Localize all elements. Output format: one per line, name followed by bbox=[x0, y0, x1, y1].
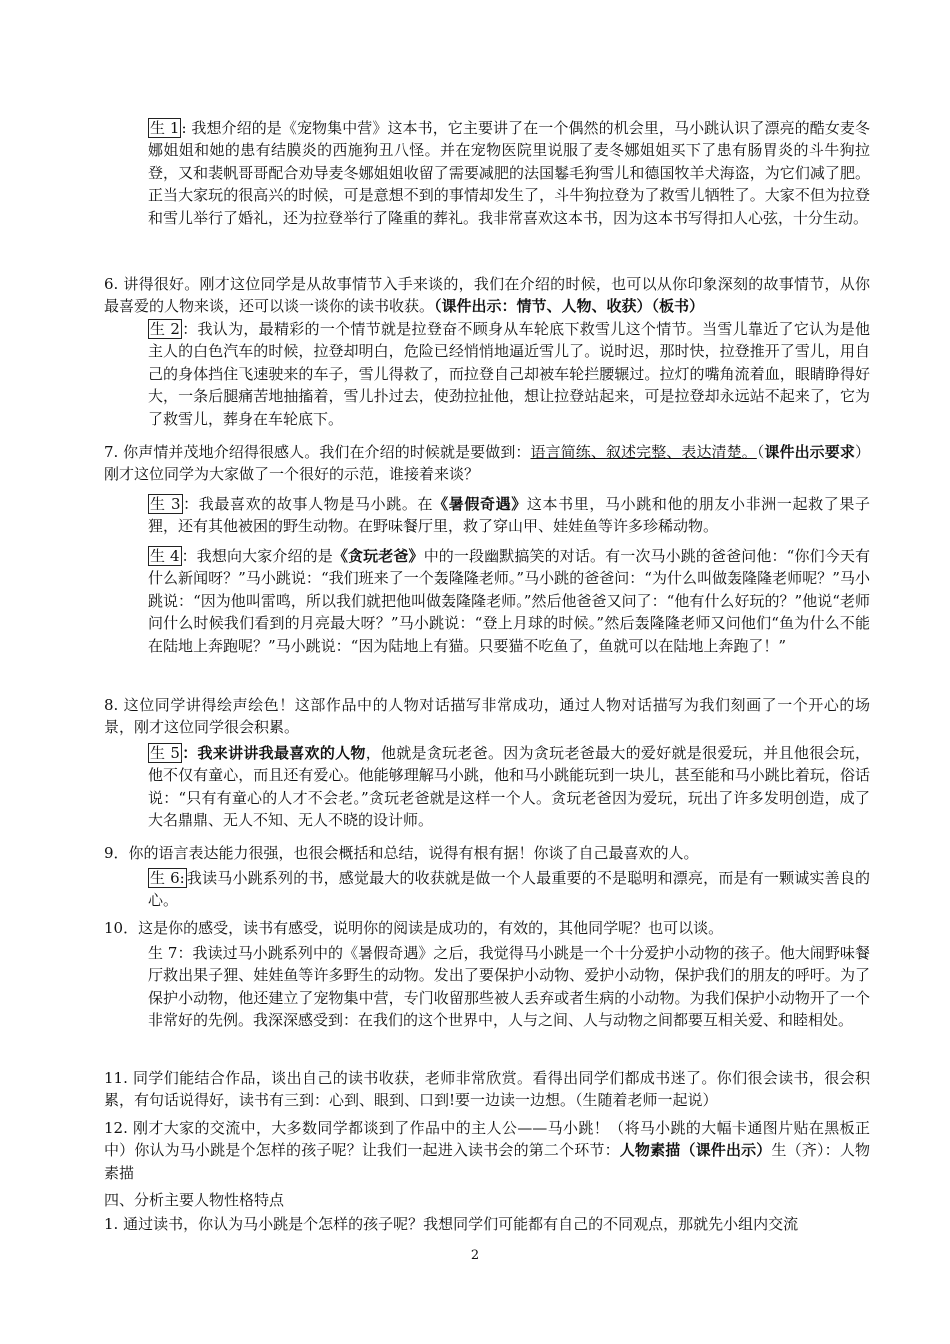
section-heading-text: 四、分析主要人物性格特点 bbox=[104, 1191, 285, 1209]
teacher-remark-11 bbox=[104, 1067, 870, 1112]
teacher-remark-7 bbox=[104, 441, 870, 486]
courseware-note: 课件出示要求 bbox=[764, 443, 855, 461]
student-label: 生 5 bbox=[150, 744, 180, 762]
page-number: 2 bbox=[470, 1248, 480, 1263]
teacher-remark-10-text: 10．这是你的感受，读书有感受，说明你的阅读是成功的，有效的，其他同学呢？也可以谈。 bbox=[104, 919, 724, 937]
teacher-remark-8-text: 8. 这位同学讲得绘声绘色！这部作品中的人物对话描写非常成功，通过人物对话描写为我们刻画了一个开心的场景，刚才这位同学很会积累。 bbox=[104, 696, 870, 737]
student-5-lead: ：我来讲讲我最喜欢的人物 bbox=[181, 744, 366, 762]
student-label: 生 1 bbox=[150, 119, 180, 137]
student-2-text: ：我认为，最精彩的一个情节就是拉登奋不顾身从车轮底下救雪儿这个情节。当雪儿靠近了它认为是他主人的白色汽车的时候，拉登却明白，危险已经悄悄地逼近雪儿了。说时迟，那时快，拉登推开了雪儿，用自己的身体挡住飞速驶来的车子，雪儿得救了，而拉登自己却被车轮拦腰辗过。拉灯的嘴角流着血，眼睛睁得好大，一条后腿痛苦地抽搐着，雪儿扑过去，使劲拉扯他，想让拉登站起来，可是拉登却永远站不起来了，它为了救雪儿，葬身在车轮底下。 bbox=[148, 320, 871, 428]
student-2-paragraph bbox=[148, 318, 870, 430]
question-1-text: 1. 通过读书，你认为马小跳是个怎样的孩子呢？我想同学们可能都有自己的不同观点，那就先小组内交流 bbox=[104, 1215, 799, 1233]
teacher-remark-9 bbox=[104, 842, 870, 864]
requirement-underlined: 语言简练、叙述完整、表达清楚。 bbox=[530, 443, 757, 461]
teacher-remark-7-text: 7. 你声情并茂地介绍得很感人。我们在介绍的时候就是要做到： bbox=[104, 443, 531, 461]
teacher-remark-11-text: 11. 同学们能结合作品，谈出自己的读书收获，老师非常欣赏。看得出同学们都成书迷了。你们很会读书，很会积累，有句话说得好，读书有三到：心到、眼到、口到!要一边读一边想。（生随着老师一起说） bbox=[104, 1069, 870, 1110]
teacher-remark-9-text: 9．你的语言表达能力很强，也很会概括和总结，说得有根有据！你谈了自己最喜欢的人。 bbox=[104, 844, 699, 862]
book-title: 《暑假奇遇》 bbox=[433, 495, 527, 513]
student-label: 生 3 bbox=[150, 495, 181, 513]
section-heading-4 bbox=[104, 1189, 870, 1211]
teacher-remark-7-tail: ）刚才这位同学为大家做了一个很好的示范，谁接着来谈？ bbox=[104, 443, 870, 484]
student-4-text: ：我想向大家介绍的是 bbox=[181, 547, 333, 565]
student-4-tail: 中的一段幽默搞笑的对话。有一次马小跳的爸爸问他：“你们今天有什么新闻呀？”马小跳说：“我们班来了一个轰隆隆老师。”马小跳的爸爸问：“为什么叫做轰隆隆老师呢？”马小跳说：“因为他叫雷鸣，所以我们就把他叫做轰隆隆老师。”然后他爸爸又问了：“他有什么好玩的？”他说“老师问什么时候我们看到的月亮最大呀？”马小跳说：“登上月球的时候。”然后轰隆隆老师又问他们“鱼为什么不能在陆地上奔跑呢？”马小跳说：“因为陆地上有猫。只要猫不吃鱼了，鱼就可以在陆地上奔跑了！” bbox=[148, 547, 870, 655]
teacher-remark-10 bbox=[104, 917, 870, 939]
teacher-remark-12-text: 12. 刚才大家的交流中，大多数同学都谈到了作品中的主人公——马小跳！（将马小跳的大幅卡通图片贴在黑板正中）你认为马小跳是个怎样的孩子呢？让我们一起进入读书会的第二个环节： bbox=[104, 1119, 870, 1160]
teacher-remark-6 bbox=[104, 273, 870, 318]
teacher-remark-6-text: 6. 讲得很好。刚才这位同学是从故事情节入手来谈的，我们在介绍的时候，也可以从你印象深刻的故事情节，从你最喜爱的人物来谈，还可以谈一谈你的读书收获。 bbox=[104, 275, 870, 316]
student-3-text: ：我最喜欢的故事人物是马小跳。在 bbox=[182, 495, 434, 513]
section-title-bold: 人物素描（课件出示） bbox=[619, 1141, 772, 1160]
student-3-tail: 这本书里，马小跳和他的朋友小非洲一起救了果子狸，还有其他被困的野生动物。在野味餐厅里，救了穿山甲、娃娃鱼等许多珍稀动物。 bbox=[148, 495, 870, 536]
student-5-paragraph bbox=[148, 742, 870, 832]
student-5-text: ，他就是贪玩老爸。因为贪玩老爸最大的爱好就是很爱玩，并且他很会玩，他不仅有童心，而且还有爱心。他能够理解马小跳，他和马小跳能玩到一块儿，甚至能和马小跳比着玩，俗话说：“只有有童心的人才不会老。”贪玩老爸就是这样一个人。贪玩老爸因为爱玩，玩出了许多发明创造，成了大名鼎鼎、无人不知、无人不晓的设计师。 bbox=[148, 744, 870, 830]
student-label: 生 4 bbox=[150, 547, 180, 565]
teacher-remark-12 bbox=[104, 1117, 870, 1184]
question-1 bbox=[104, 1213, 870, 1235]
student-4-paragraph bbox=[148, 545, 870, 657]
book-title: 《贪玩老爸》 bbox=[332, 547, 424, 565]
paren-open: （ bbox=[756, 443, 765, 461]
student-label: 生 6: bbox=[150, 869, 185, 887]
student-1-paragraph bbox=[148, 117, 870, 229]
student-6-text: 我读马小跳系列的书，感觉最大的收获就是做一个人最重要的不是聪明和漂亮，而是有一颗诚实善良的心。 bbox=[148, 869, 870, 910]
student-label: 生 2 bbox=[150, 320, 180, 338]
student-7-paragraph bbox=[148, 942, 870, 1032]
student-1-text: : 我想介绍的是《宠物集中营》这本书，它主要讲了在一个偶然的机会里，马小跳认识了漂亮的酷女麦冬娜姐姐和她的患有结膜炎的西施狗丑八怪。并在宠物医院里说服了麦冬娜姐姐买下了患有肠胃炎的斗牛狗拉登，又和裴帆哥哥配合劝导麦冬娜姐姐收留了需要减肥的法国鬈毛狗雪儿和德国牧羊犬海盗，为它们减了肥。正当大家玩的很高兴的时候，可是意想不到的事情却发生了，斗牛狗拉登为了救雪儿牺牲了。大家不但为拉登和雪儿举行了婚礼，还为拉登举行了隆重的葬礼。我非常喜欢这本书，因为这本书写得扣人心弦，十分生动。 bbox=[148, 119, 871, 227]
student-7-text: 生 7：我读过马小跳系列中的《暑假奇遇》之后，我觉得马小跳是一个十分爱护小动物的孩子。他大闹野味餐厅救出果子狸、娃娃鱼等许多野生的动物。发出了要保护小动物、爱护小动物，保护我们的朋友的呼吁。为了保护小动物，他还建立了宠物集中营，专门收留那些被人丢弃或者生病的小动物。为我们保护小动物开了一个非常好的先例。我深深感受到：在我们的这个世界中，人与之间、人与动物之间都要互相关爱、和睦相处。 bbox=[148, 944, 870, 1030]
teacher-remark-8 bbox=[104, 694, 870, 739]
student-6-paragraph bbox=[148, 867, 870, 912]
teacher-remark-12-tail: 生（齐）：人物素描 bbox=[104, 1141, 870, 1182]
student-3-paragraph bbox=[148, 493, 870, 538]
courseware-note: （课件出示：情节、人物、收获）（板书） bbox=[434, 297, 705, 316]
